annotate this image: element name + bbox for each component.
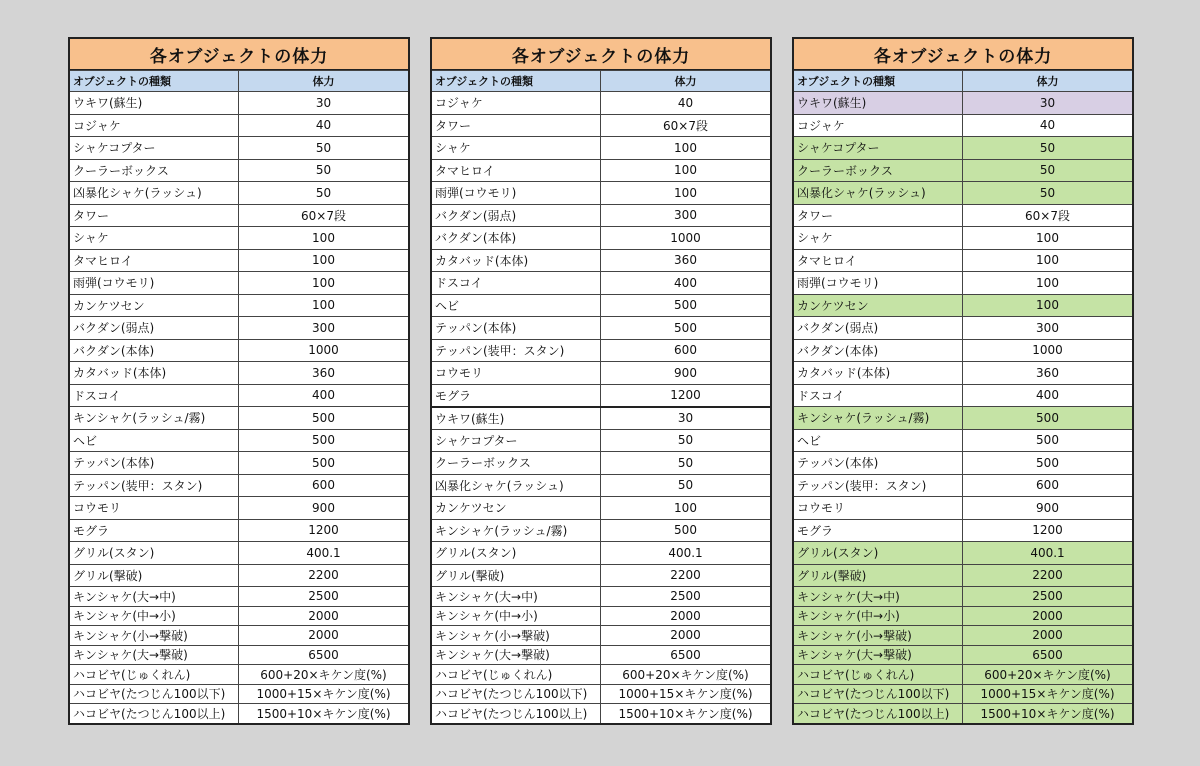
hp-value-cell: 500 [601, 294, 771, 317]
object-name-cell: シャケコプター [794, 137, 963, 160]
object-name-cell: モグラ [70, 519, 239, 542]
hp-value-cell: 1500+10×キケン度(%) [239, 704, 409, 724]
object-name-cell: テッパン(装甲：スタン) [794, 474, 963, 497]
object-name-cell: キンシャケ(小→撃破) [432, 626, 601, 646]
hp-value-cell: 1000 [239, 339, 409, 362]
table-row [432, 182, 770, 205]
header-row [794, 71, 1132, 92]
hp-value-cell: 2200 [601, 564, 771, 587]
hp-table-2 [430, 37, 772, 725]
table-row [432, 564, 770, 587]
object-name-cell: バクダン(弱点) [794, 317, 963, 340]
hp-value-cell: 2000 [601, 626, 771, 646]
table-row [432, 542, 770, 565]
header-object-type: オブジェクトの種類 [432, 71, 601, 92]
hp-value-cell: 6500 [601, 645, 771, 665]
hp-value-cell: 40 [601, 92, 771, 115]
hp-value-cell: 360 [601, 249, 771, 272]
hp-value-cell: 500 [239, 429, 409, 452]
hp-value-cell: 1000+15×キケン度(%) [963, 684, 1133, 704]
hp-value-cell: 900 [963, 497, 1133, 520]
object-name-cell: 雨弾(コウモリ) [432, 182, 601, 205]
object-name-cell: ハコビヤ(じゅくれん) [432, 665, 601, 685]
object-name-cell: コジャケ [432, 92, 601, 115]
hp-value-cell: 1000 [601, 227, 771, 250]
table-row [432, 294, 770, 317]
table-row [794, 452, 1132, 475]
hp-value-cell: 400.1 [239, 542, 409, 565]
hp-value-cell: 1200 [239, 519, 409, 542]
hp-value-cell: 1200 [963, 519, 1133, 542]
object-name-cell: ドスコイ [70, 384, 239, 407]
table-row [432, 452, 770, 475]
hp-table-1 [68, 37, 410, 725]
hp-value-cell: 100 [239, 227, 409, 250]
object-name-cell: ハコビヤ(たつじん100以上) [794, 704, 963, 724]
table-row [794, 407, 1132, 430]
table-row [794, 587, 1132, 607]
object-name-cell: テッパン(装甲：スタン) [70, 474, 239, 497]
table-row [432, 114, 770, 137]
table-row [794, 704, 1132, 724]
object-name-cell: キンシャケ(中→小) [70, 606, 239, 626]
table-row [70, 587, 408, 607]
object-name-cell: タワー [70, 204, 239, 227]
hp-value-cell: 300 [239, 317, 409, 340]
table-row [794, 362, 1132, 385]
hp-value-cell: 6500 [963, 645, 1133, 665]
table-row [794, 606, 1132, 626]
table-row [432, 92, 770, 115]
object-name-cell: カンケツセン [432, 497, 601, 520]
hp-value-cell: 30 [239, 92, 409, 115]
hp-value-cell: 100 [963, 294, 1133, 317]
object-name-cell: ハコビヤ(たつじん100以下) [432, 684, 601, 704]
object-name-cell: グリル(撃破) [432, 564, 601, 587]
object-name-cell: ウキワ(蘇生) [70, 92, 239, 115]
hp-value-cell: 500 [601, 519, 771, 542]
hp-grid [70, 70, 408, 723]
table-row [432, 519, 770, 542]
hp-value-cell: 50 [963, 182, 1133, 205]
object-name-cell: ハコビヤ(たつじん100以上) [70, 704, 239, 724]
table-row [70, 665, 408, 685]
header-hp: 体力 [963, 71, 1133, 92]
object-name-cell: 凶暴化シャケ(ラッシュ) [432, 474, 601, 497]
object-name-cell: シャケ [70, 227, 239, 250]
hp-value-cell: 6500 [239, 645, 409, 665]
object-name-cell: グリル(撃破) [70, 564, 239, 587]
table-row [70, 92, 408, 115]
object-name-cell: キンシャケ(中→小) [794, 606, 963, 626]
hp-value-cell: 100 [239, 272, 409, 295]
object-name-cell: グリル(スタン) [794, 542, 963, 565]
hp-value-cell: 400 [239, 384, 409, 407]
hp-value-cell: 100 [963, 272, 1133, 295]
table-row [432, 429, 770, 452]
hp-value-cell: 60×7段 [239, 204, 409, 227]
hp-value-cell: 40 [963, 114, 1133, 137]
hp-value-cell: 2500 [239, 587, 409, 607]
object-name-cell: 凶暴化シャケ(ラッシュ) [70, 182, 239, 205]
table-row [70, 249, 408, 272]
hp-value-cell: 600+20×キケン度(%) [239, 665, 409, 685]
table-title: 各オブジェクトの体力 [70, 39, 408, 70]
object-name-cell: 凶暴化シャケ(ラッシュ) [794, 182, 963, 205]
hp-value-cell: 2000 [239, 606, 409, 626]
table-row [432, 204, 770, 227]
object-name-cell: バクダン(弱点) [70, 317, 239, 340]
hp-value-cell: 400 [601, 272, 771, 295]
hp-value-cell: 60×7段 [601, 114, 771, 137]
object-name-cell: シャケ [432, 137, 601, 160]
object-name-cell: キンシャケ(ラッシュ/霧) [794, 407, 963, 430]
hp-value-cell: 50 [601, 429, 771, 452]
table-row [432, 497, 770, 520]
hp-value-cell: 500 [601, 317, 771, 340]
hp-value-cell: 50 [239, 137, 409, 160]
object-name-cell: コウモリ [794, 497, 963, 520]
hp-value-cell: 100 [239, 249, 409, 272]
table-row [70, 204, 408, 227]
object-name-cell: テッパン(本体) [432, 317, 601, 340]
object-name-cell: コジャケ [70, 114, 239, 137]
object-name-cell: キンシャケ(小→撃破) [70, 626, 239, 646]
hp-value-cell: 500 [239, 407, 409, 430]
table-row [794, 665, 1132, 685]
table-row [794, 645, 1132, 665]
table-row [70, 684, 408, 704]
object-name-cell: キンシャケ(大→撃破) [432, 645, 601, 665]
object-name-cell: グリル(スタン) [432, 542, 601, 565]
table-row [794, 204, 1132, 227]
object-name-cell: モグラ [794, 519, 963, 542]
object-name-cell: ドスコイ [794, 384, 963, 407]
hp-value-cell: 500 [963, 429, 1133, 452]
hp-value-cell: 600 [601, 339, 771, 362]
object-name-cell: クーラーボックス [70, 159, 239, 182]
table-row [794, 227, 1132, 250]
object-name-cell: キンシャケ(大→中) [794, 587, 963, 607]
table-row [432, 645, 770, 665]
header-hp: 体力 [239, 71, 409, 92]
table-row [70, 272, 408, 295]
table-row [432, 626, 770, 646]
table-row [70, 159, 408, 182]
table-row [70, 497, 408, 520]
table-row [432, 606, 770, 626]
table-row [794, 384, 1132, 407]
table-row [70, 519, 408, 542]
hp-value-cell: 400.1 [601, 542, 771, 565]
object-name-cell: シャケコプター [70, 137, 239, 160]
table-row [432, 137, 770, 160]
table-row [432, 339, 770, 362]
table-row [70, 114, 408, 137]
object-name-cell: コウモリ [432, 362, 601, 385]
object-name-cell: キンシャケ(小→撃破) [794, 626, 963, 646]
hp-value-cell: 600+20×キケン度(%) [601, 665, 771, 685]
table-row [432, 474, 770, 497]
table-row [794, 294, 1132, 317]
table-row [70, 384, 408, 407]
hp-value-cell: 50 [239, 159, 409, 182]
table-row [70, 626, 408, 646]
hp-value-cell: 100 [601, 182, 771, 205]
hp-value-cell: 500 [239, 452, 409, 475]
object-name-cell: タマヒロイ [794, 249, 963, 272]
object-name-cell: テッパン(本体) [794, 452, 963, 475]
hp-value-cell: 50 [239, 182, 409, 205]
hp-value-cell: 100 [601, 137, 771, 160]
object-name-cell: ウキワ(蘇生) [432, 407, 601, 430]
hp-value-cell: 2500 [963, 587, 1133, 607]
table-row [794, 542, 1132, 565]
hp-value-cell: 360 [239, 362, 409, 385]
hp-value-cell: 2500 [601, 587, 771, 607]
table-row [794, 429, 1132, 452]
object-name-cell: ハコビヤ(たつじん100以下) [794, 684, 963, 704]
table-row [794, 519, 1132, 542]
hp-value-cell: 30 [963, 92, 1133, 115]
hp-value-cell: 100 [239, 294, 409, 317]
table-row [70, 645, 408, 665]
object-name-cell: タマヒロイ [432, 159, 601, 182]
hp-value-cell: 2200 [963, 564, 1133, 587]
object-name-cell: キンシャケ(ラッシュ/霧) [432, 519, 601, 542]
table-row [432, 587, 770, 607]
hp-value-cell: 2000 [601, 606, 771, 626]
object-name-cell: カタバッド(本体) [794, 362, 963, 385]
table-row [432, 684, 770, 704]
object-name-cell: タワー [432, 114, 601, 137]
object-name-cell: カタバッド(本体) [432, 249, 601, 272]
object-name-cell: ハコビヤ(たつじん100以上) [432, 704, 601, 724]
table-row [794, 564, 1132, 587]
header-object-type: オブジェクトの種類 [794, 71, 963, 92]
hp-value-cell: 50 [963, 137, 1133, 160]
object-name-cell: クーラーボックス [794, 159, 963, 182]
table-row [432, 362, 770, 385]
object-name-cell: シャケ [794, 227, 963, 250]
hp-value-cell: 100 [963, 249, 1133, 272]
table-row [794, 249, 1132, 272]
hp-value-cell: 900 [601, 362, 771, 385]
hp-value-cell: 60×7段 [963, 204, 1133, 227]
object-name-cell: キンシャケ(ラッシュ/霧) [70, 407, 239, 430]
object-name-cell: テッパン(本体) [70, 452, 239, 475]
hp-value-cell: 1000+15×キケン度(%) [239, 684, 409, 704]
object-name-cell: カタバッド(本体) [70, 362, 239, 385]
object-name-cell: カンケツセン [70, 294, 239, 317]
table-row [70, 137, 408, 160]
object-name-cell: バクダン(弱点) [432, 204, 601, 227]
object-name-cell: キンシャケ(中→小) [432, 606, 601, 626]
object-name-cell: テッパン(装甲：スタン) [432, 339, 601, 362]
table-row [70, 542, 408, 565]
hp-value-cell: 600+20×キケン度(%) [963, 665, 1133, 685]
table-row [794, 272, 1132, 295]
hp-value-cell: 2000 [239, 626, 409, 646]
hp-value-cell: 50 [963, 159, 1133, 182]
hp-grid [432, 70, 770, 723]
table-row [794, 114, 1132, 137]
table-row [432, 317, 770, 340]
hp-value-cell: 40 [239, 114, 409, 137]
object-name-cell: タマヒロイ [70, 249, 239, 272]
object-name-cell: カンケツセン [794, 294, 963, 317]
hp-value-cell: 100 [601, 497, 771, 520]
hp-value-cell: 400.1 [963, 542, 1133, 565]
table-row [432, 384, 770, 407]
table-row [432, 249, 770, 272]
table-row [432, 272, 770, 295]
table-row [70, 339, 408, 362]
table-row [794, 317, 1132, 340]
object-name-cell: バクダン(本体) [432, 227, 601, 250]
header-row [432, 71, 770, 92]
table-row [794, 497, 1132, 520]
hp-value-cell: 1200 [601, 384, 771, 407]
object-name-cell: クーラーボックス [432, 452, 601, 475]
table-row [794, 159, 1132, 182]
table-row [70, 474, 408, 497]
object-name-cell: キンシャケ(大→撃破) [70, 645, 239, 665]
table-row [70, 227, 408, 250]
object-name-cell: シャケコプター [432, 429, 601, 452]
table-row [794, 474, 1132, 497]
object-name-cell: キンシャケ(大→撃破) [794, 645, 963, 665]
hp-value-cell: 1500+10×キケン度(%) [963, 704, 1133, 724]
hp-value-cell: 500 [963, 452, 1133, 475]
table-row [794, 626, 1132, 646]
hp-value-cell: 1000+15×キケン度(%) [601, 684, 771, 704]
object-name-cell: キンシャケ(大→中) [432, 587, 601, 607]
table-row [70, 317, 408, 340]
object-name-cell: タワー [794, 204, 963, 227]
hp-value-cell: 2200 [239, 564, 409, 587]
object-name-cell: バクダン(本体) [70, 339, 239, 362]
table-row [70, 429, 408, 452]
table-row [70, 452, 408, 475]
hp-value-cell: 600 [239, 474, 409, 497]
table-title: 各オブジェクトの体力 [432, 39, 770, 70]
hp-value-cell: 100 [963, 227, 1133, 250]
hp-grid [794, 70, 1132, 723]
hp-value-cell: 2000 [963, 606, 1133, 626]
header-row [70, 71, 408, 92]
table-row [432, 227, 770, 250]
table-row [794, 137, 1132, 160]
object-name-cell: コジャケ [794, 114, 963, 137]
table-row [70, 362, 408, 385]
table-title: 各オブジェクトの体力 [794, 39, 1132, 70]
object-name-cell: キンシャケ(大→中) [70, 587, 239, 607]
table-row [794, 339, 1132, 362]
object-name-cell: ヘビ [794, 429, 963, 452]
table-row [432, 704, 770, 724]
hp-value-cell: 900 [239, 497, 409, 520]
hp-value-cell: 360 [963, 362, 1133, 385]
object-name-cell: ウキワ(蘇生) [794, 92, 963, 115]
object-name-cell: ヘビ [70, 429, 239, 452]
object-name-cell: ドスコイ [432, 272, 601, 295]
hp-value-cell: 2000 [963, 626, 1133, 646]
hp-table-3 [792, 37, 1134, 725]
hp-value-cell: 400 [963, 384, 1133, 407]
object-name-cell: モグラ [432, 384, 601, 407]
hp-value-cell: 600 [963, 474, 1133, 497]
table-row [794, 182, 1132, 205]
table-row [794, 684, 1132, 704]
table-row [432, 159, 770, 182]
object-name-cell: グリル(撃破) [794, 564, 963, 587]
table-row [70, 407, 408, 430]
header-hp: 体力 [601, 71, 771, 92]
hp-value-cell: 300 [963, 317, 1133, 340]
object-name-cell: グリル(スタン) [70, 542, 239, 565]
object-name-cell: 雨弾(コウモリ) [70, 272, 239, 295]
table-row [70, 294, 408, 317]
table-row [70, 606, 408, 626]
object-name-cell: ハコビヤ(たつじん100以下) [70, 684, 239, 704]
hp-value-cell: 1000 [963, 339, 1133, 362]
object-name-cell: コウモリ [70, 497, 239, 520]
hp-value-cell: 50 [601, 452, 771, 475]
object-name-cell: ハコビヤ(じゅくれん) [794, 665, 963, 685]
object-name-cell: バクダン(本体) [794, 339, 963, 362]
hp-value-cell: 300 [601, 204, 771, 227]
hp-value-cell: 1500+10×キケン度(%) [601, 704, 771, 724]
header-object-type: オブジェクトの種類 [70, 71, 239, 92]
table-row [432, 665, 770, 685]
table-row [432, 407, 770, 430]
object-name-cell: ハコビヤ(じゅくれん) [70, 665, 239, 685]
table-row [70, 182, 408, 205]
hp-value-cell: 30 [601, 407, 771, 430]
table-row [794, 92, 1132, 115]
hp-value-cell: 100 [601, 159, 771, 182]
hp-value-cell: 50 [601, 474, 771, 497]
hp-value-cell: 500 [963, 407, 1133, 430]
table-row [70, 704, 408, 724]
table-row [70, 564, 408, 587]
object-name-cell: ヘビ [432, 294, 601, 317]
object-name-cell: 雨弾(コウモリ) [794, 272, 963, 295]
